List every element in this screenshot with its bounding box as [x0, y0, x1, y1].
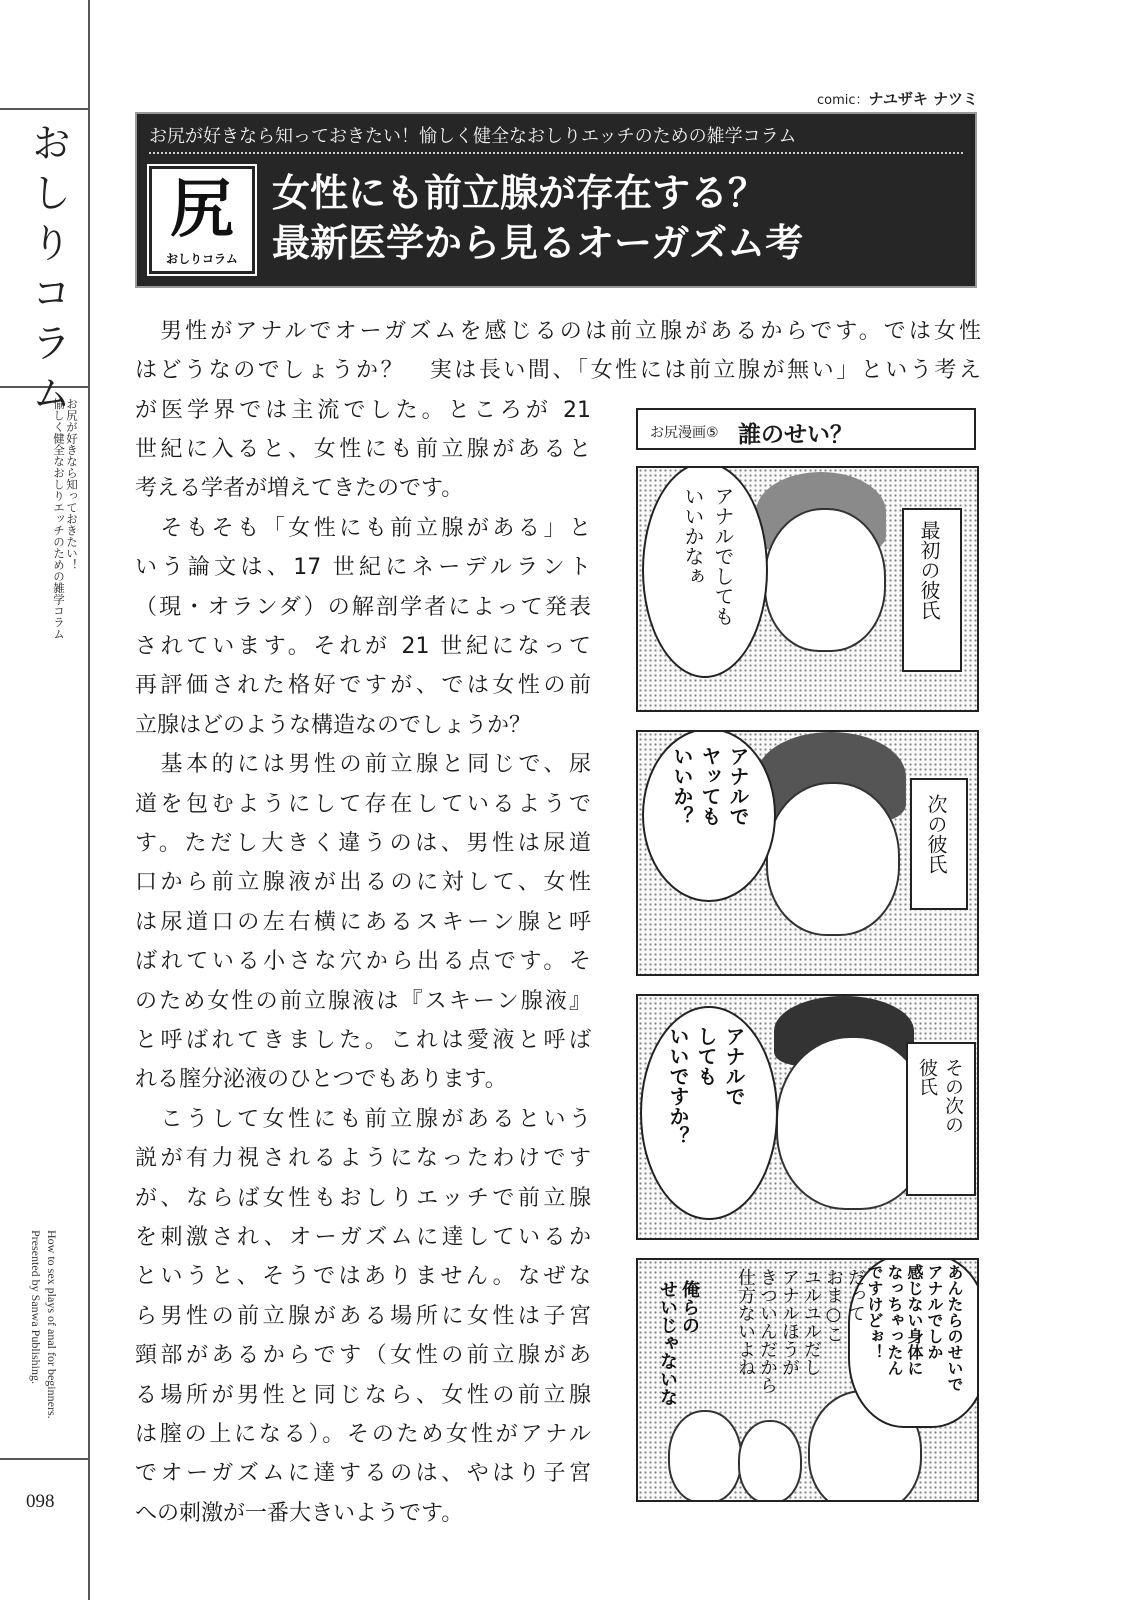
margin-rule-top	[0, 108, 88, 110]
body-line: が、ならば女性もおしりエッチで前立腺	[135, 1186, 591, 1211]
character-face	[668, 1410, 742, 1502]
body-line: 基本的には男性の前立腺と同じで、尿	[135, 752, 591, 777]
english-tagline-line-2: Presented by Sanwa Publishing.	[29, 1230, 43, 1384]
body-line: 説が有力視されるようになったわけです	[135, 1146, 591, 1171]
body-line: 男性がアナルでオーガズムを感じるのは前立腺があるからです。では女性	[135, 319, 981, 344]
body-line: る場所が男性と同じなら、女性の前立腺	[135, 1383, 591, 1408]
body-line: こうして女性にも前立腺があるという	[135, 1107, 591, 1132]
body-line: というと、そうではありません。なぜな	[135, 1264, 591, 1289]
body-line: 再評価された格好ですが、では女性の前	[135, 673, 591, 698]
body-line: そもそも「女性にも前立腺がある」と	[135, 516, 591, 541]
article-title	[272, 168, 803, 268]
character-face	[764, 508, 886, 652]
manga-title-box	[636, 408, 976, 450]
article-title-line-1: 女性にも前立腺が存在する？	[272, 171, 767, 215]
badge-label: おしりコラム	[166, 252, 238, 266]
speech-text: アナルで ヤッても いいか？	[670, 746, 750, 826]
body-line: でオーガズムに達するのは、やはり子宮	[135, 1461, 591, 1486]
body-line: いう論文は、17 世紀にネーデルラント	[135, 555, 591, 580]
character-face	[766, 782, 900, 936]
body-line: への刺激が一番大きいようです。	[135, 1501, 464, 1526]
body-line: 口から前立腺液が出るのに対して、女性	[135, 870, 591, 895]
speech-text: アナルで しても いいですか？	[666, 1026, 746, 1146]
body-line: ばれている小さな穴から出る点です。そ	[135, 949, 591, 974]
body-line: は尿道口の左右横にあるスキーン腺と呼	[135, 910, 591, 935]
body-line: 頸部があるからです（女性の前立腺があ	[135, 1343, 591, 1368]
caption-text: 次の彼氏	[924, 794, 948, 874]
body-line: が医学界では主流でした。ところが 21	[135, 398, 591, 423]
body-line: す。ただし大きく違うのは、男性は尿道	[135, 831, 591, 856]
header-dotted-divider	[149, 152, 963, 154]
header-subtitle: お尻が好きなら知っておきたい！愉しく健全なおしりエッチのための雑学コラム	[149, 126, 797, 147]
manga-label: お尻漫画⑤	[650, 425, 719, 441]
manga-panel-3	[636, 994, 979, 1240]
body-line: は膣の上になる）。そのため女性がアナル	[135, 1422, 591, 1447]
comic-credit-name: ナユザキ ナツミ	[868, 90, 978, 108]
body-line: を刺激され、オーガズムに達しているか	[135, 1225, 591, 1250]
caption-text: 最初の彼氏	[917, 520, 941, 620]
speech-text-men-2: 俺らの せいじゃないな	[657, 1280, 700, 1406]
article-title-line-2: 最新医学から見るオーガズム考	[272, 221, 804, 265]
page-number: 098	[26, 1491, 55, 1512]
body-line: と呼ばれてきました。これは愛液と呼ば	[135, 1028, 591, 1053]
body-line: （現・オランダ）の解剖学者によって発表	[135, 595, 591, 620]
body-line: 考える学者が増えてきたのです。	[135, 476, 464, 501]
english-tagline	[28, 1230, 60, 1419]
column-header	[135, 112, 977, 288]
speech-text-men: だって おま○こ ユルユルだし アナルほうが きついんだから 仕方ないよね	[735, 1268, 866, 1394]
column-subtitle-line-2: 愉しく健全なおしりエッチのための雑学コラム	[52, 398, 66, 640]
margin-rule	[88, 0, 90, 1600]
badge-kanji: 尻	[170, 172, 234, 247]
column-subtitle	[52, 398, 78, 640]
body-line: 世紀に入ると、女性にも前立腺があると	[135, 437, 591, 462]
body-line: はどうなのでしょうか？ 実は長い間、「女性には前立腺が無い」という考え	[135, 358, 981, 383]
speech-text: アナルでしても いいかなぁ	[681, 486, 735, 626]
character-face	[738, 1420, 802, 1502]
manga-panel-4	[636, 1258, 979, 1502]
comic-credit	[817, 88, 978, 109]
caption-text: その次の 彼氏	[916, 1058, 964, 1134]
body-line: ら男性の前立腺がある場所に女性は子宮	[135, 1304, 591, 1329]
column-title: おしりコラム	[25, 122, 71, 422]
comic-credit-label: comic：	[816, 93, 869, 108]
body-line: されています。それが 21 世紀になって	[135, 634, 591, 659]
speech-text-woman: あんたらのせいで アナルでしか 感じない身体に なっちゃったん ですけどぉ！	[865, 1264, 964, 1392]
body-line: れる膣分泌液のひとつでもあります。	[135, 1067, 507, 1092]
body-line: のため女性の前立腺液は『スキーン腺液』	[135, 989, 591, 1014]
body-line: 道を包むようにして存在しているようで	[135, 792, 591, 817]
column-subtitle-line-1: お尻が好きなら知っておきたい！	[65, 398, 79, 571]
manga-title: 誰のせい？	[738, 422, 853, 448]
margin-rule-bottom	[0, 1458, 88, 1460]
body-line: 立腺はどのような構造なのでしょうか？	[135, 713, 532, 738]
column-badge	[149, 166, 255, 274]
manga-panel-1	[636, 466, 979, 712]
english-tagline-line-1: How to sex plays of anal for beginners.	[45, 1230, 59, 1419]
manga-panel-2	[636, 730, 979, 976]
